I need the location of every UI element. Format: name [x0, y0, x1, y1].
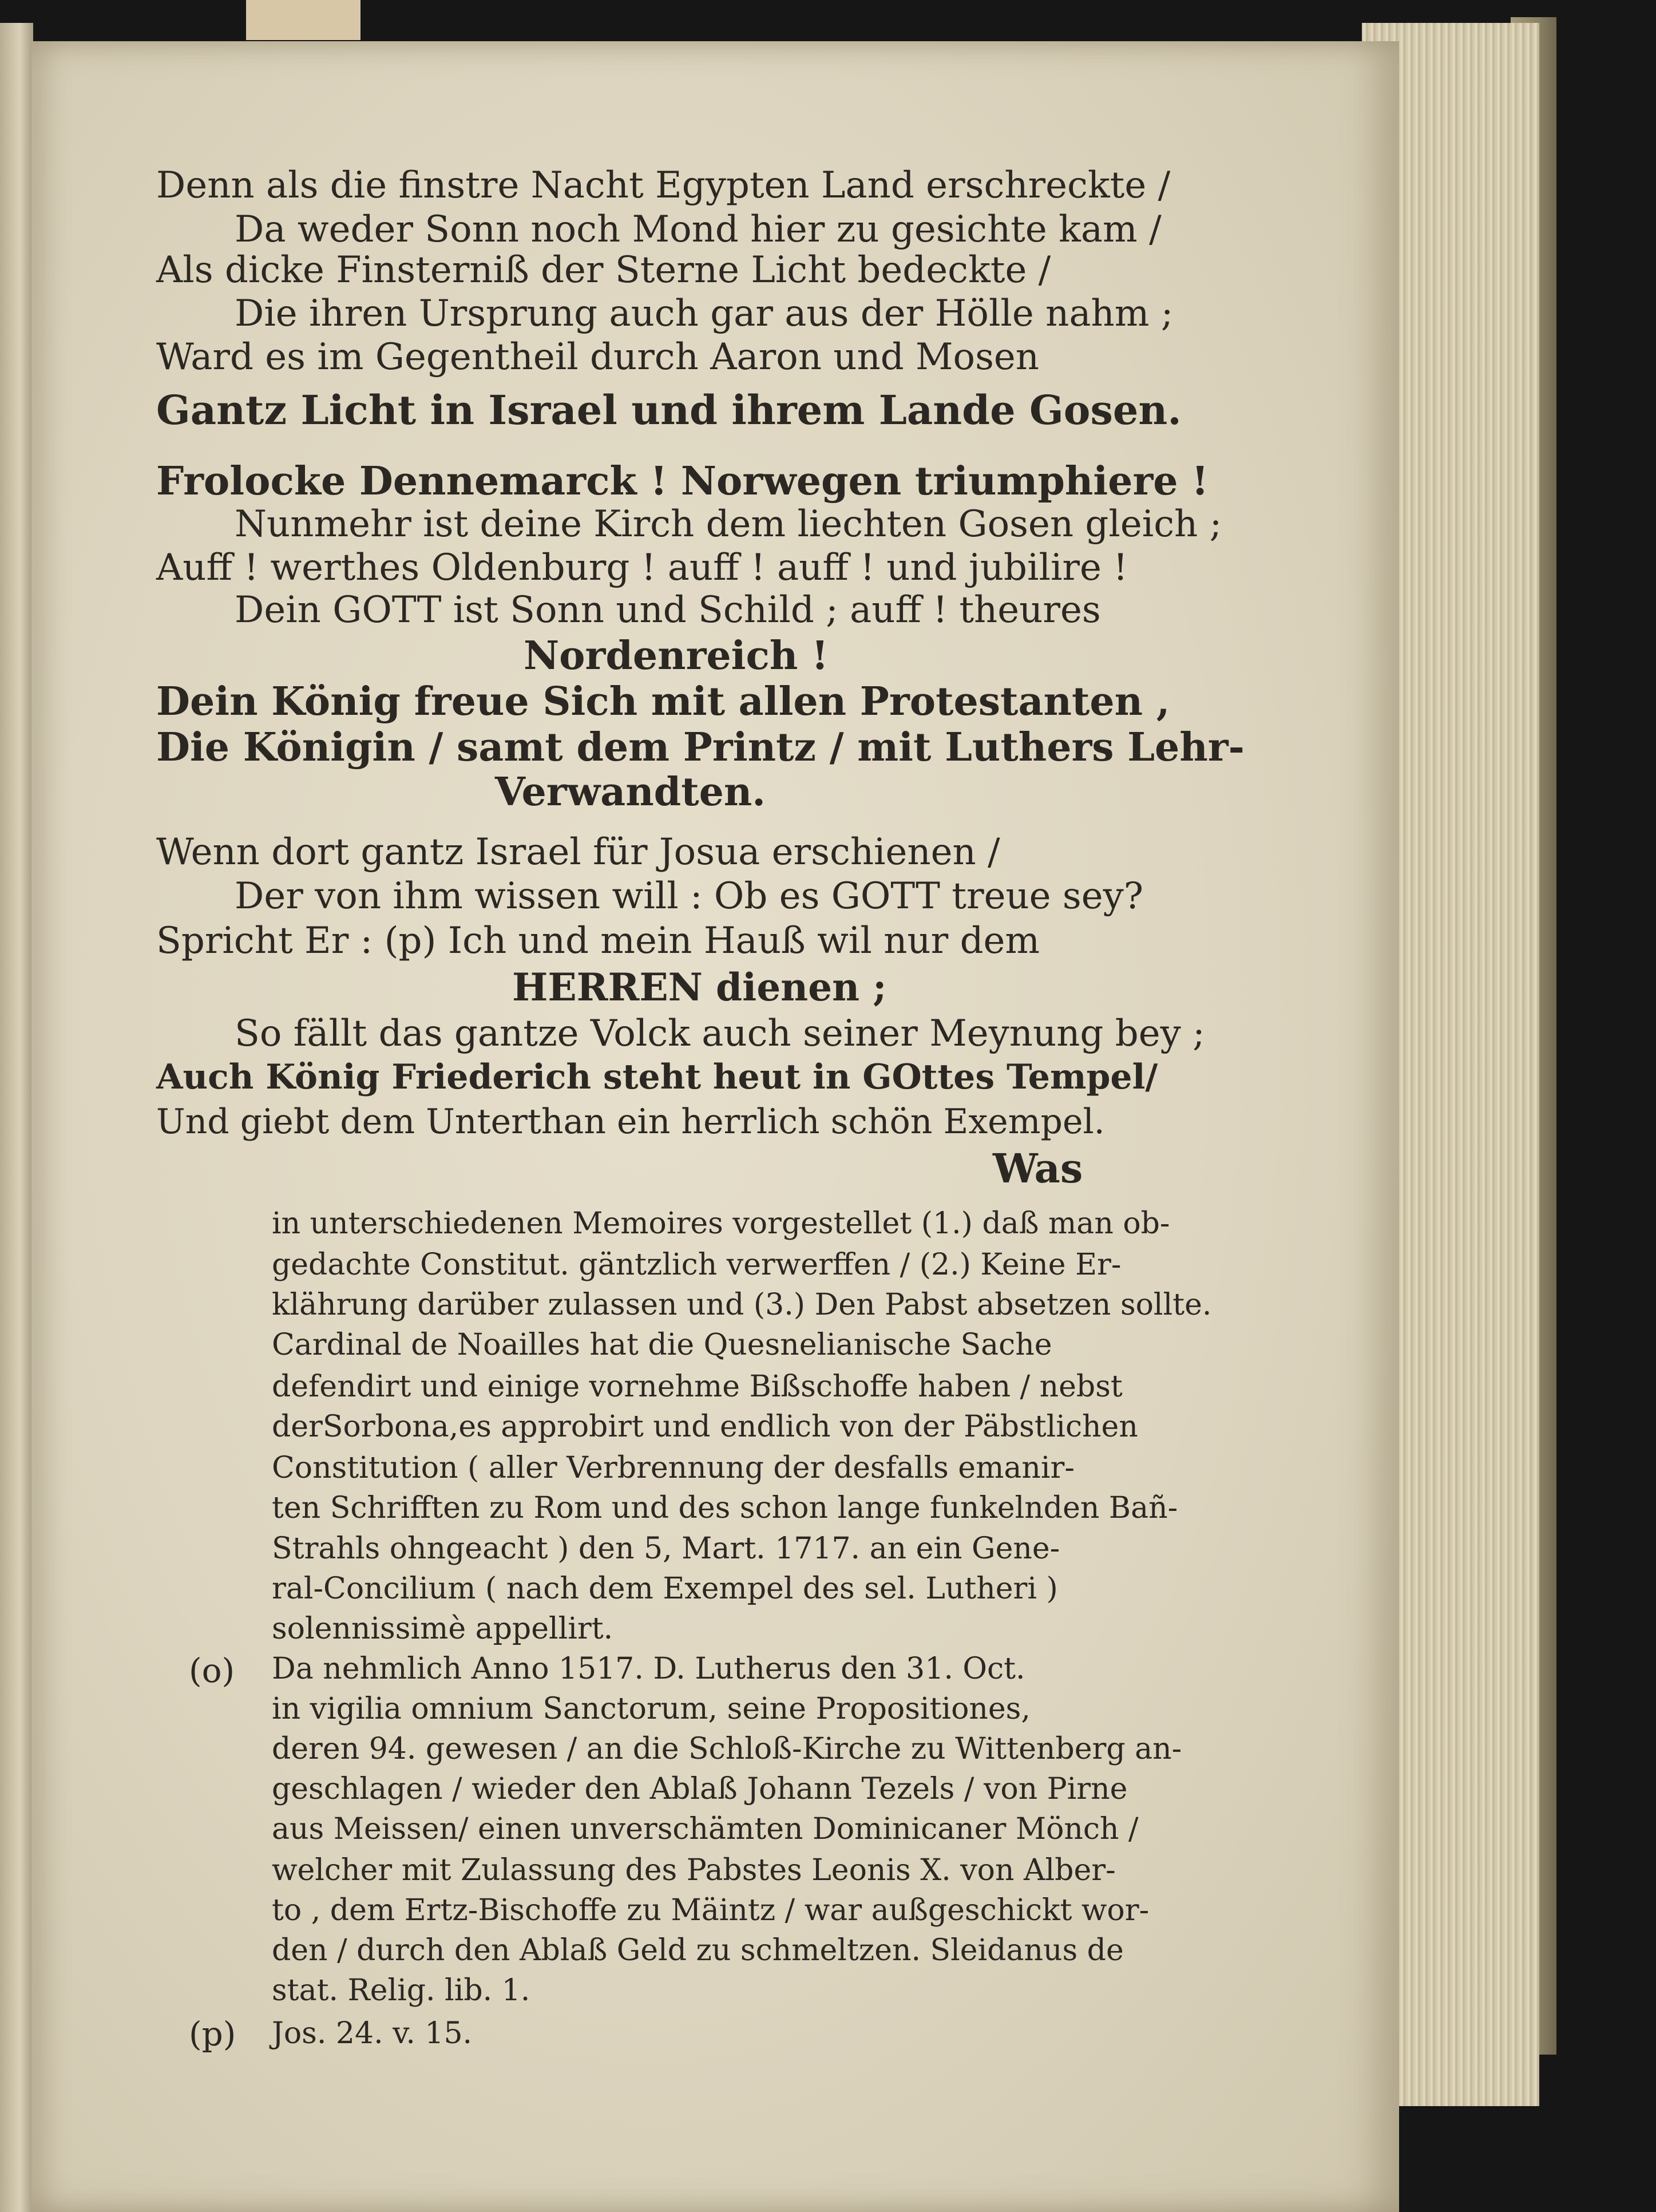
verse-line: Ward es im Gegentheil durch Aaron und Mosen: [156, 336, 1039, 378]
note-line: gedachte Constitut. gäntzlich verwerffen / (2.) Keine Er-: [272, 1248, 1122, 1282]
note-line: stat. Relig. lib. 1.: [272, 1973, 530, 2008]
note-line: in unterschiedenen Memoires vorgestellet (1.) daß man ob-: [272, 1206, 1170, 1241]
verse-line: Auch König Friederich steht heut in GOttes Tempel/: [156, 1057, 1158, 1097]
note-line: solennissimè appellirt.: [272, 1612, 613, 1646]
note-line: defendirt und einige vornehme Bißschoffe haben / nebst: [272, 1370, 1123, 1404]
verse-line: Die Königin / samt dem Printz / mit Luthers Lehr-: [156, 725, 1245, 770]
verse-line: Nordenreich !: [524, 633, 829, 679]
note-line: Cardinal de Noailles hat die Quesnelianische Sache: [272, 1328, 1052, 1362]
previous-page-edge: [0, 23, 33, 2212]
verse-line: Der von ihm wissen will : Ob es GOTT treue sey?: [235, 875, 1144, 917]
paper-tab: [246, 0, 360, 40]
verse-line: Gantz Licht in Israel und ihrem Lande Gosen.: [156, 386, 1182, 434]
note-line: deren 94. gewesen / an die Schloß-Kirche zu Wittenberg an-: [272, 1732, 1182, 1766]
verse-line: Die ihren Ursprung auch gar aus der Hölle nahm ;: [235, 292, 1174, 335]
note-line: in vigilia omnium Sanctorum, seine Propositiones,: [272, 1692, 1031, 1726]
note-line: geschlagen / wieder den Ablaß Johann Tezels / von Pirne: [272, 1772, 1128, 1806]
verse-line: Da weder Sonn noch Mond hier zu gesichte kam /: [235, 208, 1162, 251]
note-line: Constitution ( aller Verbrennung der desfalls emanir-: [272, 1451, 1075, 1485]
note-line: ten Schrifften zu Rom und des schon lange funkelnden Bañ-: [272, 1491, 1178, 1525]
verse-line: Als dicke Finsterniß der Sterne Licht bedeckte /: [156, 249, 1051, 291]
verse-line: Nunmehr ist deine Kirch dem liechten Gosen gleich ;: [235, 503, 1222, 545]
verse-line: Frolocke Dennemarck ! Norwegen triumphiere !: [156, 458, 1209, 504]
note-line: aus Meissen/ einen unverschämten Dominicaner Mönch /: [272, 1812, 1139, 1846]
note-line: to , dem Ertz-Bischoffe zu Mäintz / war außgeschickt wor-: [272, 1893, 1150, 1928]
catchword: Was: [993, 1145, 1083, 1192]
verse-line: Spricht Er : (p) Ich und mein Hauß wil nur dem: [156, 920, 1040, 962]
book-page: [31, 41, 1399, 2212]
note-line: derSorbona,es approbirt und endlich von der Päbstlichen: [272, 1410, 1138, 1444]
verse-line: So fällt das gantze Volck auch seiner Meynung bey ;: [235, 1012, 1205, 1055]
note-line: Da nehmlich Anno 1517. D. Lutherus den 31. Oct.: [272, 1652, 1025, 1686]
note-line: klährung darüber zulassen und (3.) Den Pabst absetzen sollte.: [272, 1288, 1212, 1322]
verse-line: Dein GOTT ist Sonn und Schild ; auff ! theures: [235, 589, 1101, 631]
verse-line: Wenn dort gantz Israel für Josua erschienen /: [156, 831, 1000, 873]
note-line: welcher mit Zulassung des Pabstes Leonis X. von Alber-: [272, 1853, 1116, 1887]
note-line: den / durch den Ablaß Geld zu schmeltzen. Sleidanus de: [272, 1933, 1124, 1968]
verse-line: Auff ! werthes Oldenburg ! auff ! auff ! und jubilire !: [156, 547, 1128, 589]
footnote-marker-o: (o): [189, 1651, 235, 1690]
verse-line: Verwandten.: [495, 769, 766, 815]
note-line: Strahls ohngeacht ) den 5, Mart. 1717. an ein Gene-: [272, 1532, 1060, 1566]
verse-line: Und giebt dem Unterthan ein herrlich schön Exempel.: [156, 1102, 1105, 1142]
note-line: ral-Concilium ( nach dem Exempel des sel. Lutheri ): [272, 1572, 1058, 1606]
verse-line: HERREN dienen ;: [512, 965, 887, 1010]
verse-line: Dein König freue Sich mit allen Protestanten ,: [156, 679, 1170, 725]
verse-line: Denn als die finstre Nacht Egypten Land erschreckte /: [156, 164, 1171, 207]
note-line: Jos. 24. v. 15.: [272, 2016, 473, 2051]
footnote-marker-p: (p): [189, 2015, 236, 2053]
